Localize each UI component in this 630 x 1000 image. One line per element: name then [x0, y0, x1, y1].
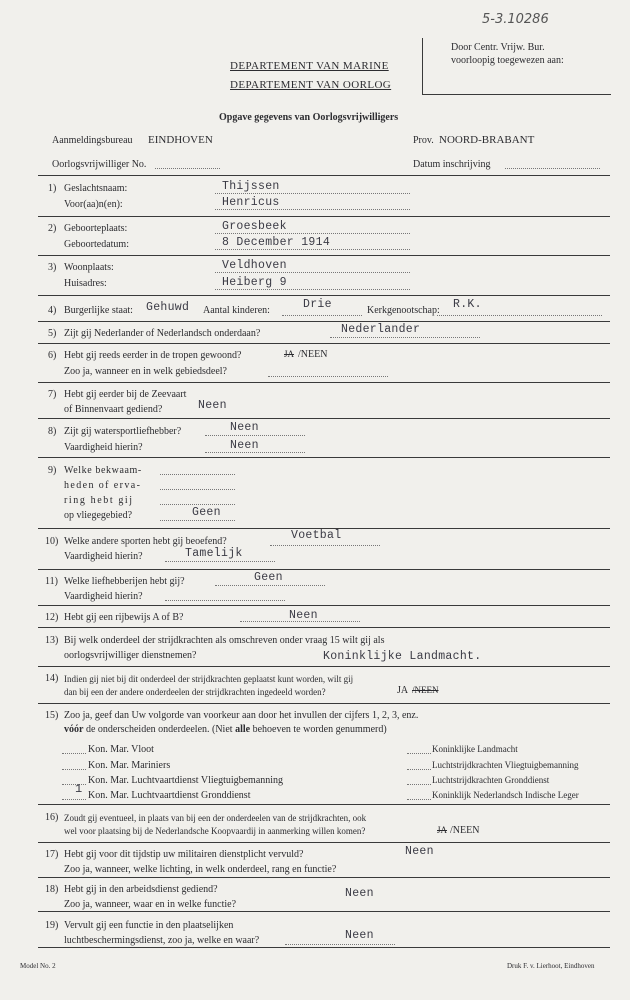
q12-label: Hebt gij een rijbewijs A of B?	[64, 612, 184, 623]
rule-2	[38, 216, 610, 217]
q14-answer: JA	[397, 685, 409, 696]
q10-value-a: Voetbal	[291, 529, 342, 542]
q19-label-a: Vervult gij een functie in den plaatselijken	[64, 920, 234, 931]
q8-number: 8)	[48, 426, 57, 437]
q3-residence-label: Woonplaats:	[64, 262, 114, 273]
q7-value: Neen	[198, 399, 227, 412]
q6-label-b: Zoo ja, wanneer en in welk gebiedsdeel?	[64, 366, 227, 377]
q13-value: Koninklijke Landmacht.	[323, 650, 482, 663]
form-subtitle: Opgave gegevens van Oorlogsvrijwilligers	[219, 112, 399, 123]
q18-label-b: Zoo ja, wanneer, waar en in welke functie?	[64, 899, 237, 910]
q19-label-b: luchtbeschermingsdienst, zoo ja, welke en waar?	[64, 935, 260, 946]
q9-dots-4	[160, 520, 235, 521]
rule-13	[38, 627, 610, 628]
archive-reference: 5-3.10286	[482, 12, 549, 27]
q10-value-b: Tamelijk	[185, 547, 243, 560]
q13-number: 13)	[45, 635, 59, 646]
q15-label-b-bold2: alle	[235, 724, 251, 735]
q10-label-b: Vaardigheid hierin?	[64, 551, 143, 562]
q6-answer: /NEEN	[298, 349, 328, 360]
q4-line-c	[437, 315, 602, 316]
q15-right-option-1[interactable]: Koninklijke Landmacht	[432, 744, 518, 754]
rule-19	[38, 911, 610, 912]
footer-printer: Druk F. v. Lierhoot, Eindhoven	[507, 962, 595, 970]
q18-number: 18)	[45, 884, 59, 895]
q1-firstname-label: Voor(aa)n(en):	[64, 199, 123, 210]
registration-date-line	[505, 168, 600, 169]
rule-16	[38, 804, 610, 805]
q15-left-mark-4: 1	[75, 782, 83, 796]
rule-5	[38, 321, 610, 322]
q4-line-b	[282, 315, 362, 316]
rule-9	[38, 457, 610, 458]
q3-address-label: Huisadres:	[64, 278, 107, 289]
q11-number: 11)	[45, 576, 58, 587]
q9-dots-1	[160, 474, 235, 475]
q17-number: 17)	[45, 849, 59, 860]
q1-firstname-value: Henricus	[222, 196, 280, 209]
rule-12	[38, 605, 610, 606]
q2-birthdate-value: 8 December 1914	[222, 236, 331, 249]
q15-right-line-3	[407, 784, 431, 785]
assignment-box-line2: voorloopig toegewezen aan:	[451, 55, 564, 66]
q16-label-b: wel voor plaatsing bij de Nederlandsche Koopvaardij in aanmerking willen komen?	[64, 826, 366, 836]
rule-6	[38, 343, 610, 344]
rule-17	[38, 842, 610, 843]
q15-right-line-2	[407, 769, 431, 770]
q13-label-b: oorlogsvrijwilliger dienstnemen?	[64, 650, 197, 661]
q18-value: Neen	[345, 887, 374, 900]
q10-number: 10)	[45, 536, 59, 547]
province-value: NOORD-BRABANT	[439, 134, 535, 146]
q12-number: 12)	[45, 612, 59, 623]
q18-label-a: Hebt gij in den arbeidsdienst gediend?	[64, 884, 218, 895]
q4-church-label: Kerkgenootschap:	[367, 305, 440, 316]
q3-line-a	[215, 272, 410, 273]
q15-label-a: Zoo ja, geef dan Uw volgorde van voorkeur aan door het invullen der cijfers 1, 2, 3, enz.	[64, 710, 419, 721]
q8-line-a	[205, 435, 305, 436]
q15-left-line-4	[62, 799, 86, 800]
q6-answer-text: NEEN	[300, 349, 328, 360]
rule-18	[38, 877, 610, 878]
department-oorlog: DEPARTEMENT VAN OORLOG	[230, 79, 392, 91]
q3-address-value: Heiberg 9	[222, 276, 287, 289]
q14-number: 14)	[45, 673, 59, 684]
q15-left-option-3[interactable]: Kon. Mar. Luchtvaartdienst Vliegtuigbemanning	[88, 775, 284, 786]
q5-label: Zijt gij Nederlander of Nederlandsch onderdaan?	[64, 328, 261, 339]
q1-surname-label: Geslachtsnaam:	[64, 183, 128, 194]
q9-line-1: Welke bekwaam-	[64, 465, 142, 476]
q4-children-label: Aantal kinderen:	[203, 305, 270, 316]
q15-label-b-text: de onderscheiden onderdeelen. (Niet	[85, 724, 233, 735]
assignment-box-line1: Door Centr. Vrijw. Bur.	[451, 42, 545, 53]
q6-line-b	[268, 376, 388, 377]
q2-birthplace-value: Groesbeek	[222, 220, 287, 233]
q4-civil-status-label: Burgerlijke staat:	[64, 305, 133, 316]
q17-label-b: Zoo ja, wanneer, welke lichting, in welk onderdeel, rang en functie?	[64, 864, 337, 875]
rule-8	[38, 418, 610, 419]
q7-number: 7)	[48, 389, 57, 400]
q4-civil-status-value: Gehuwd	[146, 301, 190, 314]
q15-left-option-4[interactable]: Kon. Mar. Luchtvaartdienst Gronddienst	[88, 790, 251, 801]
q3-number: 3)	[48, 262, 57, 273]
q14-struck-option: /NEEN	[412, 685, 439, 695]
q10-line-b	[165, 561, 275, 562]
q4-church-value: R.K.	[453, 298, 482, 311]
q5-value: Nederlander	[341, 323, 421, 336]
q15-right-option-4[interactable]: Koninklijk Nederlandsch Indische Leger	[432, 790, 579, 800]
q17-label-a: Hebt gij voor dit tijdstip uw militairen dienstplicht vervuld?	[64, 849, 304, 860]
q16-label-a: Zoudt gij eventueel, in plaats van bij een der onderdeelen van de strijdkrachten, ook	[64, 813, 367, 823]
q5-line	[330, 337, 480, 338]
q17-value: Neen	[405, 845, 434, 858]
q14-label-a: Indien gij niet bij dit onderdeel der strijdkrachten geplaatst kunt worden, wilt gij	[64, 674, 354, 684]
q1-line-b	[215, 209, 410, 210]
rule-15	[38, 703, 610, 704]
q9-dots-2	[160, 489, 235, 490]
q12-value: Neen	[289, 609, 318, 622]
q10-line-a	[270, 545, 380, 546]
q14-label-b: dan bij een der andere onderdeelen der strijdkrachten ingedeeld worden?	[64, 687, 326, 697]
q15-label-b	[64, 724, 387, 735]
q11-label-a: Welke liefhebberijen hebt gij?	[64, 576, 185, 587]
q19-value: Neen	[345, 929, 374, 942]
q6-number: 6)	[48, 350, 57, 361]
volunteer-number-line	[155, 168, 220, 169]
department-marine: DEPARTEMENT VAN MARINE	[230, 60, 389, 72]
q19-number: 19)	[45, 920, 59, 931]
q13-label-a: Bij welk onderdeel der strijdkrachten als omschreven onder vraag 15 wilt gij als	[64, 635, 385, 646]
q6-label-a: Hebt gij reeds eerder in de tropen gewoond?	[64, 350, 242, 361]
q8-line-b	[205, 452, 305, 453]
footer-model: Model No. 2	[20, 962, 56, 970]
q15-left-option-2[interactable]: Kon. Mar. Mariniers	[88, 760, 171, 771]
q2-line-a	[215, 233, 410, 234]
q15-label-b-bold: vóór	[64, 724, 84, 735]
rule-1	[38, 175, 610, 176]
q5-number: 5)	[48, 328, 57, 339]
q11-label-b: Vaardigheid hierin?	[64, 591, 143, 602]
q12-line	[240, 621, 360, 622]
q4-children-value: Drie	[303, 298, 332, 311]
rule-3	[38, 255, 610, 256]
province-label: Prov.	[413, 135, 434, 146]
q15-left-option-1[interactable]: Kon. Mar. Vloot	[88, 744, 154, 755]
q1-number: 1)	[48, 183, 57, 194]
q3-residence-value: Veldhoven	[222, 259, 287, 272]
q2-birthplace-label: Geboorteplaats:	[64, 223, 128, 234]
q1-line-a	[215, 193, 410, 194]
q4-number: 4)	[48, 305, 57, 316]
volunteer-number-label: Oorlogsvrijwilliger No.	[52, 159, 147, 170]
q15-right-option-2[interactable]: Luchtstrijdkrachten Vliegtuigbemanning	[432, 760, 579, 770]
q2-birthdate-label: Geboortedatum:	[64, 239, 129, 250]
q9-line-3: ring hebt gij	[64, 495, 134, 506]
q3-line-b	[215, 289, 410, 290]
q8-value-b: Neen	[230, 439, 259, 452]
q15-left-line-1	[62, 753, 86, 754]
q19-line	[285, 944, 395, 945]
bureau-value: EINDHOVEN	[148, 134, 213, 146]
q10-label-a: Welke andere sporten hebt gij beoefend?	[64, 536, 227, 547]
q1-surname-value: Thijssen	[222, 180, 280, 193]
q11-value: Geen	[254, 571, 283, 584]
q15-right-line-4	[407, 799, 431, 800]
q7-label-a: Hebt gij eerder bij de Zeevaart	[64, 389, 187, 400]
q11-line-b	[165, 600, 285, 601]
q16-answer-text: NEEN	[452, 825, 480, 836]
q15-label-b-end: behoeven te worden genummerd)	[252, 724, 387, 735]
rule-11	[38, 569, 610, 570]
q6-struck-option: JA	[284, 349, 295, 359]
q9-value: Geen	[192, 506, 221, 519]
q15-number: 15)	[45, 710, 59, 721]
q9-number: 9)	[48, 465, 57, 476]
q16-number: 16)	[45, 812, 59, 823]
rule-4	[38, 295, 610, 296]
q8-label-a: Zijt gij watersportliefhebber?	[64, 426, 182, 437]
q9-line-2: heden of erva-	[64, 480, 142, 491]
registration-date-label: Datum inschrijving	[413, 159, 491, 170]
q8-label-b: Vaardigheid hierin?	[64, 442, 143, 453]
bureau-label: Aanmeldingsbureau	[52, 135, 133, 146]
q2-line-b	[215, 249, 410, 250]
q9-line-4: op vliegegebied?	[64, 510, 133, 521]
rule-14	[38, 666, 610, 667]
q7-label-b: of Binnenvaart gediend?	[64, 404, 163, 415]
q16-struck-option: JA	[437, 825, 448, 835]
q14-struck-text: NEEN	[414, 685, 439, 695]
q15-right-option-3[interactable]: Luchtstrijdkrachten Gronddienst	[432, 775, 550, 785]
q2-number: 2)	[48, 223, 57, 234]
q15-right-line-1	[407, 753, 431, 754]
q9-dots-3	[160, 504, 235, 505]
q8-value-a: Neen	[230, 421, 259, 434]
q16-answer: /NEEN	[450, 825, 480, 836]
q11-line-a	[215, 585, 325, 586]
rule-20	[38, 947, 610, 948]
q15-left-line-2	[62, 769, 86, 770]
rule-7	[38, 382, 610, 383]
